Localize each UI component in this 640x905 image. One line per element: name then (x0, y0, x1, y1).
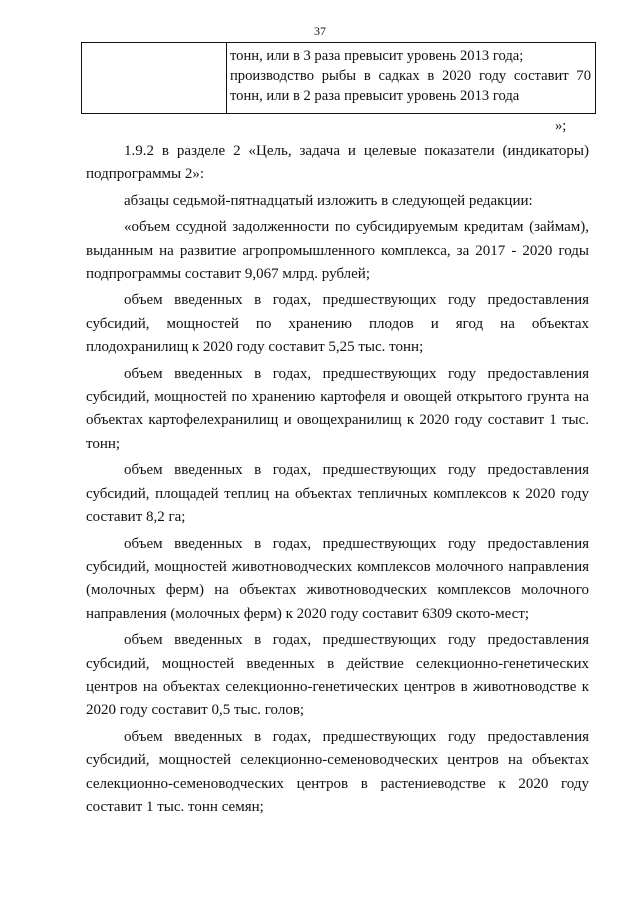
text-line: объем введенных в годах, предшествующих году предоставления (124, 535, 589, 552)
text-line: объем введенных в годах, предшествующих году предоставления (124, 365, 589, 382)
text-line: селекционно-семеноводческих центров в растениеводстве к 2020 году (86, 775, 589, 792)
text-line: субсидий, площадей теплиц на объектах тепличных комплексов к 2020 году (86, 485, 589, 502)
table-fragment (81, 42, 596, 114)
text-line: «объем ссудной задолженности по субсидируемым кредитам (займам), (124, 219, 589, 236)
paragraph-amendment-item (86, 140, 589, 187)
closing-quote-mark: »; (555, 118, 567, 134)
text-line: субсидий, мощностей животноводческих комплексов молочного направления (86, 558, 589, 575)
table-line: тонн, или в 3 раза превысит уровень 2013 года; (230, 48, 524, 64)
text-line: объем введенных в годах, предшествующих году предоставления (124, 292, 589, 309)
table-line: тонн, или в 2 раза превысит уровень 2013 года (230, 88, 520, 104)
page-number: 37 (314, 24, 326, 38)
paragraph-greenhouses (86, 459, 589, 529)
text-line: подпрограммы 2»: (86, 166, 205, 183)
text-line: субсидий, мощностей по хранению картофеля и овощей открытого грунта на (86, 389, 589, 406)
text-line: объем введенных в годах, предшествующих году предоставления (124, 728, 589, 745)
text-line: субсидий, мощностей селекционно-семеноводческих центров на объектах (86, 752, 589, 769)
text-line: составит 8,2 га; (86, 509, 186, 526)
table-cell-text (227, 43, 595, 113)
document-body (86, 140, 589, 819)
text-line: объем введенных в годах, предшествующих году предоставления (124, 462, 589, 479)
text-line: абзацы седьмой-пятнадцатый изложить в следующей редакции: (124, 192, 533, 209)
text-line: центров на объектах селекционно-генетических центров в животноводстве к (86, 678, 589, 695)
paragraph-potato-storage (86, 363, 589, 457)
paragraph-seed-centers (86, 726, 589, 820)
paragraph-loan-debt (86, 216, 589, 286)
text-line: составит 1 тыс. тонн семян; (86, 798, 264, 815)
text-line: направления (молочных ферм) к 2020 году составит 6309 ското-мест; (86, 605, 530, 622)
table-cell-empty (82, 43, 227, 113)
text-line: подпрограммы составит 9,067 млрд. рублей; (86, 266, 370, 283)
paragraph-fruit-storage (86, 289, 589, 359)
paragraph-dairy-farms (86, 533, 589, 627)
text-line: объектах картофелехранилищ и овощехранилищ к 2020 году составит 1 тыс. (86, 412, 589, 429)
text-line: 1.9.2 в разделе 2 «Цель, задача и целевые показатели (индикаторы) (124, 143, 589, 159)
text-line: субсидий, мощностей введенных в действие селекционно-генетических (86, 655, 589, 672)
text-line: (молочных ферм) на объектах животноводческих комплексов молочного (86, 582, 589, 599)
text-line: 2020 году составит 0,5 тыс. голов; (86, 702, 305, 719)
text-line: тонн; (86, 435, 121, 452)
text-line: субсидий, мощностей по хранению плодов и ягод на объектах (86, 315, 589, 332)
text-line: объем введенных в годах, предшествующих году предоставления (124, 632, 589, 649)
text-line: выданным на развитие агропромышленного комплекса, за 2017 - 2020 годы (86, 242, 589, 259)
text-line: плодохранилищ к 2020 году составит 5,25 тыс. тонн; (86, 339, 424, 356)
paragraph-breeding-centers (86, 629, 589, 723)
paragraph-instruction (86, 190, 589, 213)
table-line: производство рыбы в садках в 2020 году составит 70 (230, 68, 591, 84)
